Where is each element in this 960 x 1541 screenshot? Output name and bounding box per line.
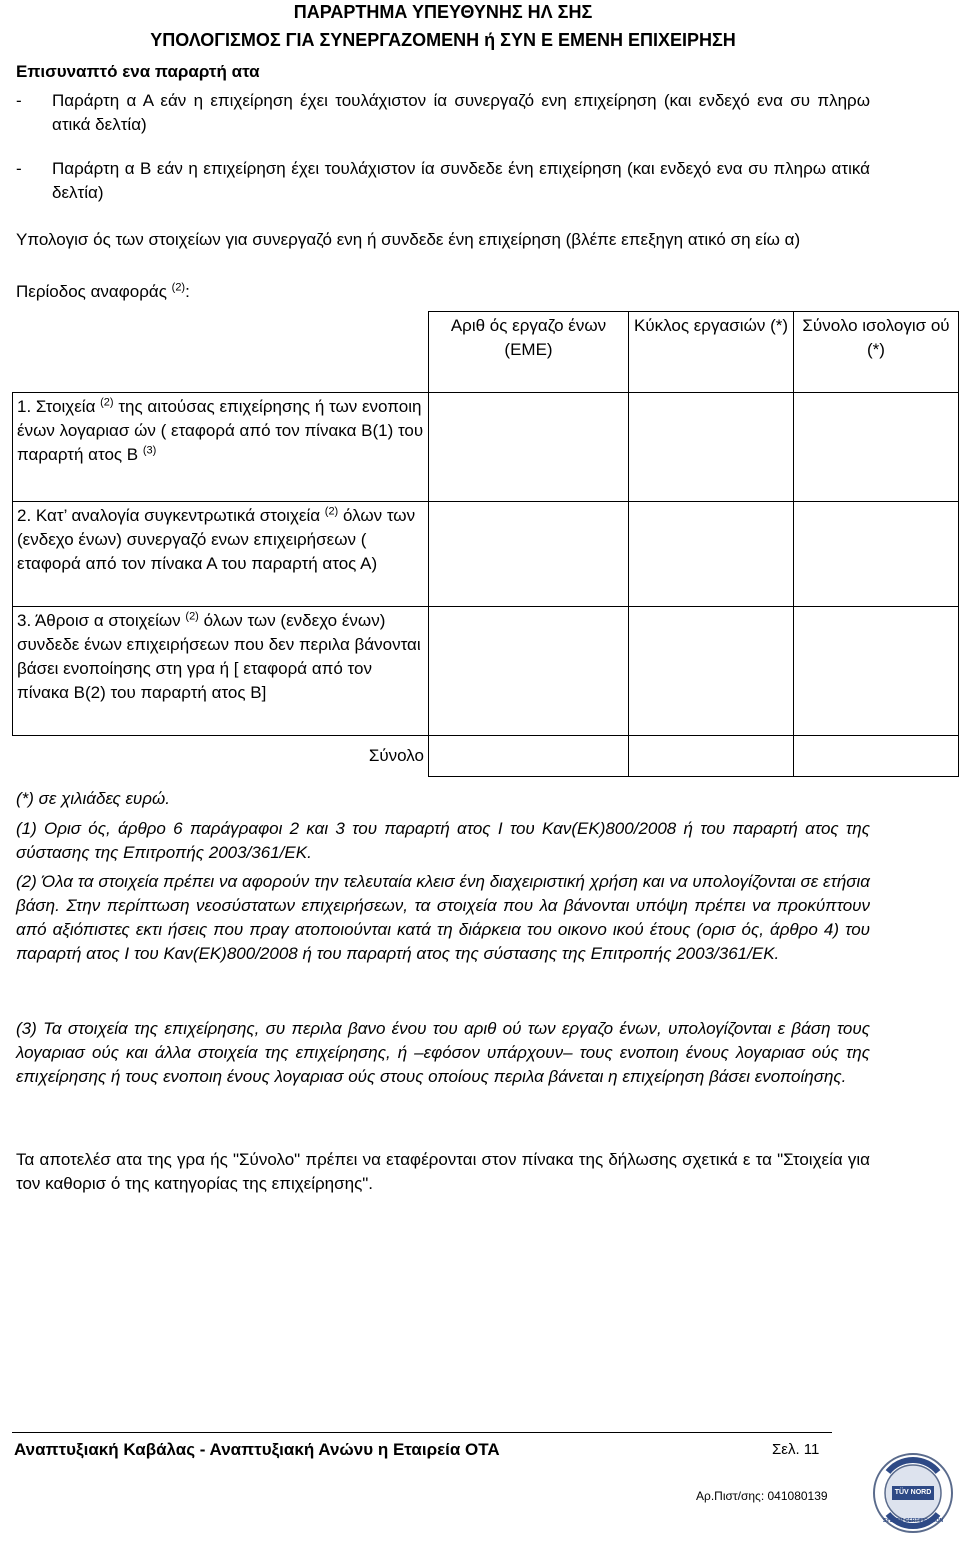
cell-total-turnover[interactable] — [629, 736, 794, 777]
cell-turnover[interactable] — [629, 393, 794, 502]
cell-employees[interactable] — [429, 502, 629, 607]
attachment-dash-b: - — [16, 159, 22, 178]
cell-balance-sheet[interactable] — [794, 607, 959, 736]
attachments-heading: Επισυναπτό ενα παραρτή ατα — [16, 62, 260, 81]
table-corner — [13, 312, 429, 393]
closing-paragraph: Τα αποτελέσ ατα της γρα ής "Σύνολο" πρέπει να εταφέρονται στον πίνακα της δήλωσης σχετικά ε τα "Στοιχεία για τον καθορισ ό της κατηγορίας της επιχείρησης". — [16, 1150, 870, 1193]
note-thousands: (*) σε χιλιάδες ευρώ. — [16, 789, 170, 808]
seal-caption: SYSTEM CERTIFICATION — [882, 1518, 944, 1524]
note-1: (1) Ορισ ός, άρθρο 6 παράγραφοι 2 και 3 του παραρτή ατος Ι του Καν(ΕΚ)800/2008 ή του παραρτή ατος της σύστασης της Επιτροπής 2003/361/ΕΚ. — [16, 819, 870, 862]
document-title: ΠΑΡΑΡΤΗΜΑ ΥΠΕΥΘΥΝΗΣ ΗΛ ΣΗΣ — [293, 2, 593, 22]
cell-total-employees[interactable] — [429, 736, 629, 777]
row-label-linked: 3. Άθροισ α στοιχείων $^{(2)}$ όλων των (ενδεχο ένων) συνδεδε ένων επιχειρήσεων που δεν περιλα βάνονται βάσει ενοποίησης στη γρα ή [ εταφορά από τον πίνακα Β(2) του παραρτή ατος Β] — [13, 607, 429, 736]
certification-seal-icon — [872, 1452, 954, 1534]
cell-balance-sheet[interactable] — [794, 393, 959, 502]
row-label-partner: 2. Κατ’ αναλογία συγκεντρωτικά στοιχεία $^{(2)}$ όλων των (ενδεχο ένων) συνεργαζό ενων επιχειρήσεων ( εταφορά από τον πίνακα Α του παραρτή ατος Α) — [13, 502, 429, 607]
total-label: Σύνολο — [13, 736, 429, 777]
cell-employees[interactable] — [429, 607, 629, 736]
footer-page-number: Σελ. 11 — [772, 1441, 820, 1458]
calculation-table — [12, 311, 959, 777]
table-total-row — [13, 736, 959, 777]
cell-turnover[interactable] — [629, 607, 794, 736]
reference-period-label: Περίοδος αναφοράς — [16, 282, 167, 301]
footer-rule — [12, 1432, 832, 1433]
cell-balance-sheet[interactable] — [794, 502, 959, 607]
attachment-item-a: Παράρτη α Α εάν η επιχείρηση έχει τουλάχιστον ία συνεργαζό ενη επιχείρηση (και ενδεχό ενα συ πληρω ατικά δελτία) — [52, 91, 870, 134]
cell-employees[interactable] — [429, 393, 629, 502]
cell-total-balance-sheet[interactable] — [794, 736, 959, 777]
header-balance-sheet: Σύνολο ισολογισ ού (*) — [794, 312, 959, 393]
footer-company: Αναπτυξιακή Καβάλας - Αναπτυξιακή Ανώνυ η Εταιρεία ΟΤΑ — [14, 1440, 500, 1459]
table-row — [13, 393, 959, 502]
row-label-applicant: 1. Στοιχεία $^{(2)}$ της αιτούσας επιχείρησης ή των ενοποιη ένων λογαριασ ών ( εταφορά από τον πίνακα Β(1) του παραρτή ατος Β $^{(3)}$ — [13, 393, 429, 502]
header-employees: Αριθ ός εργαζο ένων (ΕΜΕ) — [429, 312, 629, 393]
cell-turnover[interactable] — [629, 502, 794, 607]
header-turnover: Κύκλος εργασιών (*) — [629, 312, 794, 393]
calculation-intro: Υπολογισ ός των στοιχείων για συνεργαζό ενη ή συνδεδε ένη επιχείρηση (βλέπε επεξηγη ατικό ση είω α) — [16, 230, 801, 249]
reference-period — [16, 280, 190, 304]
table-row — [13, 502, 959, 607]
seal-brand: TÜV NORD — [894, 1489, 932, 1496]
reference-period-note: (2) — [171, 281, 186, 294]
document-subtitle: ΥΠΟΛΟΓΙΣΜΟΣ ΓΙΑ ΣΥΝΕΡΓΑΖΟΜΕΝΗ ή ΣΥΝ Ε ΕΜΕΝΗ ΕΠΙΧΕΙΡΗΣΗ — [150, 30, 736, 50]
attachment-item-b: Παράρτη α Β εάν η επιχείρηση έχει τουλάχιστον ία συνδεδε ένη επιχείρηση (και ενδεχό ενα συ πληρω ατικά δελτία) — [52, 159, 870, 202]
note-3: (3) Τα στοιχεία της επιχείρησης, συ περιλα βανο ένου του αριθ ού των εργαζο ένων, υπολογίζονται ε βάση τους λογαριασ ούς και άλλα στοιχεία της επιχείρησης, ή –εφόσον υπάρχουν– τους ενοποιη ένους λογαριασ ούς της επιχείρησης ή τους ενοποιη ένους λογαριασ ούς στους οποίους περιλα βάνεται η επιχείρηση βάσει ενοποίησης. — [16, 1019, 870, 1086]
attachment-dash-a: - — [16, 91, 22, 110]
reference-period-colon: : — [185, 282, 190, 301]
footer-cert-number: Αρ.Πιστ/σης: 041080139 — [696, 1489, 828, 1503]
note-2: (2) Όλα τα στοιχεία πρέπει να αφορούν την τελευταία κλεισ ένη διαχειριστική χρήση και να υπολογίζονται σε ετήσια βάση. Στην περίπτωση νεοσύστατων επιχειρήσεων, τα στοιχεία που λα βάνονται υπόψη πρέπει να προκύπτουν από αξιόπιστες εκτι ήσεις που πραγ ατοποιούνται κατά τη διάρκεια του οικονο ικού έτους (ορισ ός, άρθρο 4) του παραρτή ατος Ι του Καν(ΕΚ)800/2008 ή του παραρτή ατος της σύστασης της Επιτροπής 2003/361/ΕΚ. — [16, 872, 870, 963]
table-row — [13, 607, 959, 736]
